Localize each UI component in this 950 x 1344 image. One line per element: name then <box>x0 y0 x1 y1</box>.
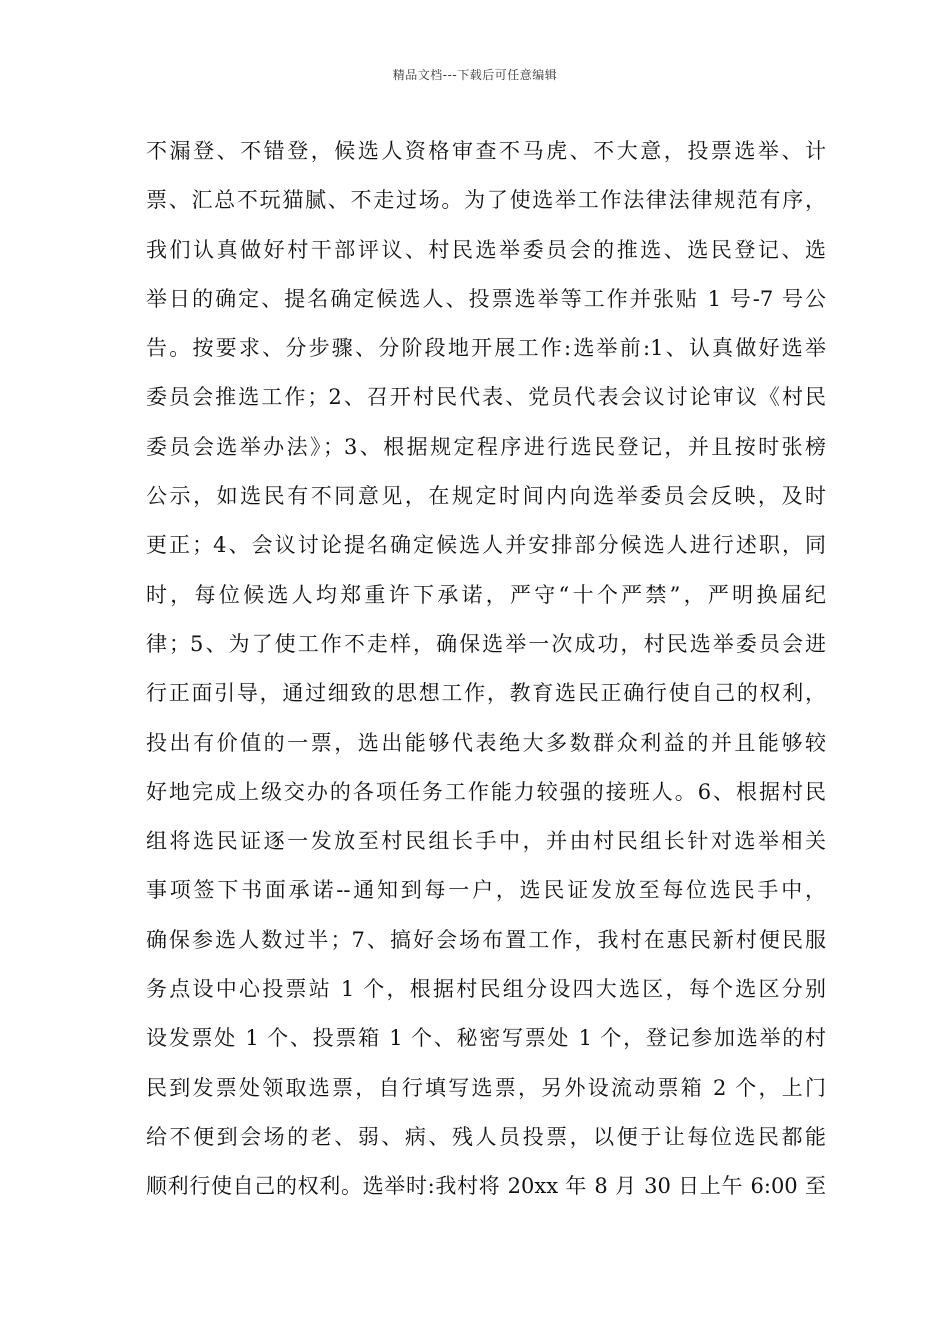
text-line: 告。按要求、分步骤、分阶段地开展工作:选举前:1、认真做好选举 <box>146 336 826 361</box>
text-line: 行正面引导，通过细致的思想工作，教育选民正确行使自己的权利， <box>146 681 826 706</box>
text-line: 不漏登、不错登，候选人资格审查不马虎、不大意，投票选举、计 <box>146 139 826 163</box>
text-line: 设发票处 1 个、投票箱 1 个、秘密写票处 1 个，登记参加选举的村 <box>146 1026 826 1051</box>
text-line: 组将选民证逐一发放至村民组长手中，并由村民组长针对选举相关 <box>146 829 826 854</box>
text-line: 票、汇总不玩猫腻、不走过场。为了使选举工作法律法律规范有序， <box>146 188 826 213</box>
text-line: 时，每位候选人均郑重许下承诺，严守“十个严禁”，严明换届纪 <box>146 582 826 607</box>
text-line: 委员会推选工作；2、召开村民代表、党员代表会议讨论审议《村民 <box>146 385 826 410</box>
page-header: 精品文档---下载后可任意编辑 <box>392 68 558 82</box>
text-line: 律；5、为了使工作不走样，确保选举一次成功，村民选举委员会进 <box>146 631 826 656</box>
text-line: 委员会选举办法》；3、根据规定程序进行选民登记，并且按时张榜 <box>146 434 826 459</box>
text-line: 民到发票处领取选票，自行填写选票，另外设流动票箱 2 个，上门 <box>146 1075 826 1100</box>
body-paragraph <box>146 134 826 1219</box>
text-line: 给不便到会场的老、弱、病、残人员投票，以便于让每位选民都能 <box>146 1124 826 1149</box>
text-line: 确保参选人数过半；7、搞好会场布置工作，我村在惠民新村便民服 <box>146 927 826 952</box>
text-line: 好地完成上级交办的各项任务工作能力较强的接班人。6、根据村民 <box>146 779 826 804</box>
text-line: 公示，如选民有不同意见，在规定时间内向选举委员会反映，及时 <box>146 484 826 509</box>
text-line: 投出有价值的一票，选出能够代表绝大多数群众利益的并且能够较 <box>146 730 826 755</box>
text-line: 我们认真做好村干部评议、村民选举委员会的推选、选民登记、选 <box>146 237 826 262</box>
text-line: 务点设中心投票站 1 个，根据村民组分设四大选区，每个选区分别 <box>146 977 826 1002</box>
text-line: 事项签下书面承诺--通知到每一户，选民证发放至每位选民手中， <box>146 878 826 903</box>
text-line: 更正；4、会议讨论提名确定候选人并安排部分候选人进行述职，同 <box>146 533 826 558</box>
text-line: 顺利行使自己的权利。选举时:我村将 20xx 年 8 月 30 日上午 6:00 至 <box>146 1174 826 1199</box>
text-line: 举日的确定、提名确定候选人、投票选举等工作并张贴 1 号-7 号公 <box>146 286 826 311</box>
